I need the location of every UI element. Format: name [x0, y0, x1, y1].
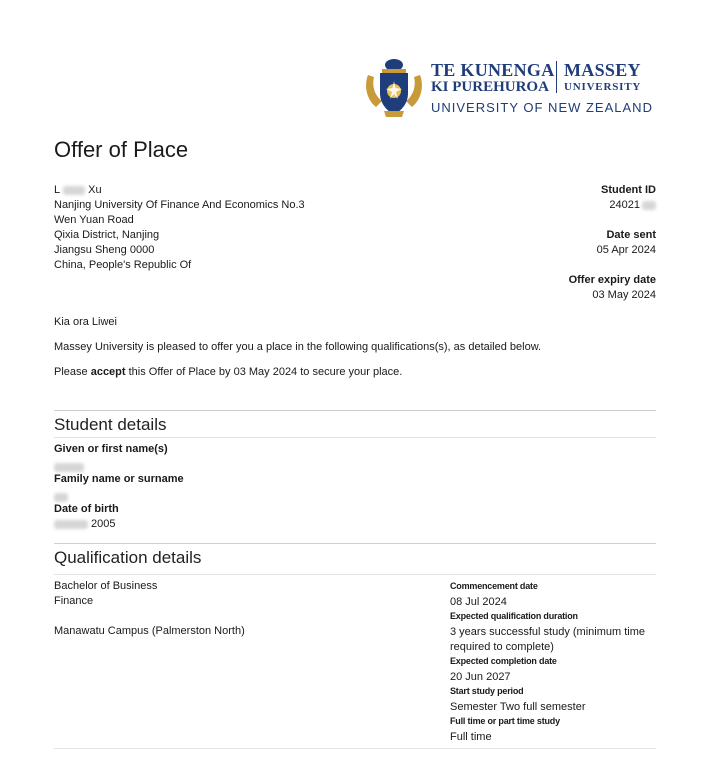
study-mode-value: Full time — [450, 731, 492, 743]
divider — [54, 410, 656, 411]
logo-divider — [556, 61, 557, 93]
logo-line2-left: KI PUREHUROA — [431, 79, 549, 95]
redacted-id — [642, 201, 656, 210]
address-line-2: Wen Yuan Road — [54, 214, 134, 226]
accept-paragraph: Please accept this Offer of Place by 03 May 2024 to secure your place. — [54, 366, 403, 378]
commencement-label: Commencement date — [450, 581, 538, 591]
logo-line1-left: TE KUNENGA — [431, 60, 555, 80]
qualification-left — [54, 579, 434, 639]
offer-meta — [456, 183, 656, 303]
logo-line3: UNIVERSITY OF NEW ZEALAND — [431, 100, 653, 115]
expiry-label: Offer expiry date — [568, 274, 656, 286]
divider — [54, 748, 656, 749]
redacted-name — [63, 186, 85, 195]
logo-line2-right: UNIVERSITY — [564, 81, 642, 93]
date-sent-value: 05 Apr 2024 — [596, 244, 656, 256]
study-mode-label: Full time or part time study — [450, 716, 560, 726]
accept-emphasis: accept — [90, 366, 126, 378]
address-line-5: China, People's Republic Of — [54, 259, 192, 271]
university-logo — [362, 55, 656, 119]
logo-line1-right: MASSEY — [564, 60, 641, 80]
expiry-value: 03 May 2024 — [592, 289, 656, 301]
recipient-name — [54, 183, 414, 198]
student-id-label: Student ID — [601, 184, 656, 196]
divider — [54, 543, 656, 544]
recipient-address — [54, 183, 414, 273]
student-id-value: 24021 — [456, 198, 656, 213]
redacted-dob — [54, 520, 88, 529]
dob-value: 2005 — [54, 517, 115, 532]
given-name-label: Given or first name(s) — [54, 443, 168, 455]
family-name-label: Family name or surname — [54, 473, 184, 485]
qualification-heading: Qualification details — [54, 548, 202, 567]
date-sent-label: Date sent — [606, 229, 656, 241]
commencement-value: 08 Jul 2024 — [450, 596, 507, 608]
page-title: Offer of Place — [54, 137, 189, 162]
address-line-4: Jiangsu Sheng 0000 — [54, 244, 155, 256]
qualification-right — [450, 580, 660, 745]
recipient-surname: Xu — [88, 184, 102, 196]
completion-value: 20 Jun 2027 — [450, 671, 511, 683]
start-period-label: Start study period — [450, 686, 524, 696]
crest-icon — [362, 55, 426, 119]
campus-name: Manawatu Campus (Palmerston North) — [54, 625, 245, 637]
duration-value-line1: 3 years successful study (minimum time — [450, 626, 645, 638]
dob-label: Date of birth — [54, 503, 119, 515]
student-details-heading: Student details — [54, 415, 167, 434]
address-line-3: Qixia District, Nanjing — [54, 229, 160, 241]
major-name: Finance — [54, 595, 94, 607]
duration-value-line2: required to complete) — [450, 641, 554, 653]
duration-label: Expected qualification duration — [450, 611, 578, 621]
degree-name: Bachelor of Business — [54, 580, 158, 592]
address-line-1: Nanjing University Of Finance And Economics No.3 — [54, 199, 305, 211]
divider — [54, 574, 656, 575]
completion-label: Expected completion date — [450, 656, 557, 666]
redacted-given-name — [54, 463, 84, 472]
start-period-value: Semester Two full semester — [450, 701, 586, 713]
name-initial: L — [54, 184, 61, 196]
divider — [54, 437, 656, 438]
redacted-family-name — [54, 493, 68, 502]
offer-paragraph: Massey University is pleased to offer you a place in the following qualifications(s), as detailed below. — [54, 341, 542, 353]
greeting: Kia ora Liwei — [54, 316, 117, 328]
